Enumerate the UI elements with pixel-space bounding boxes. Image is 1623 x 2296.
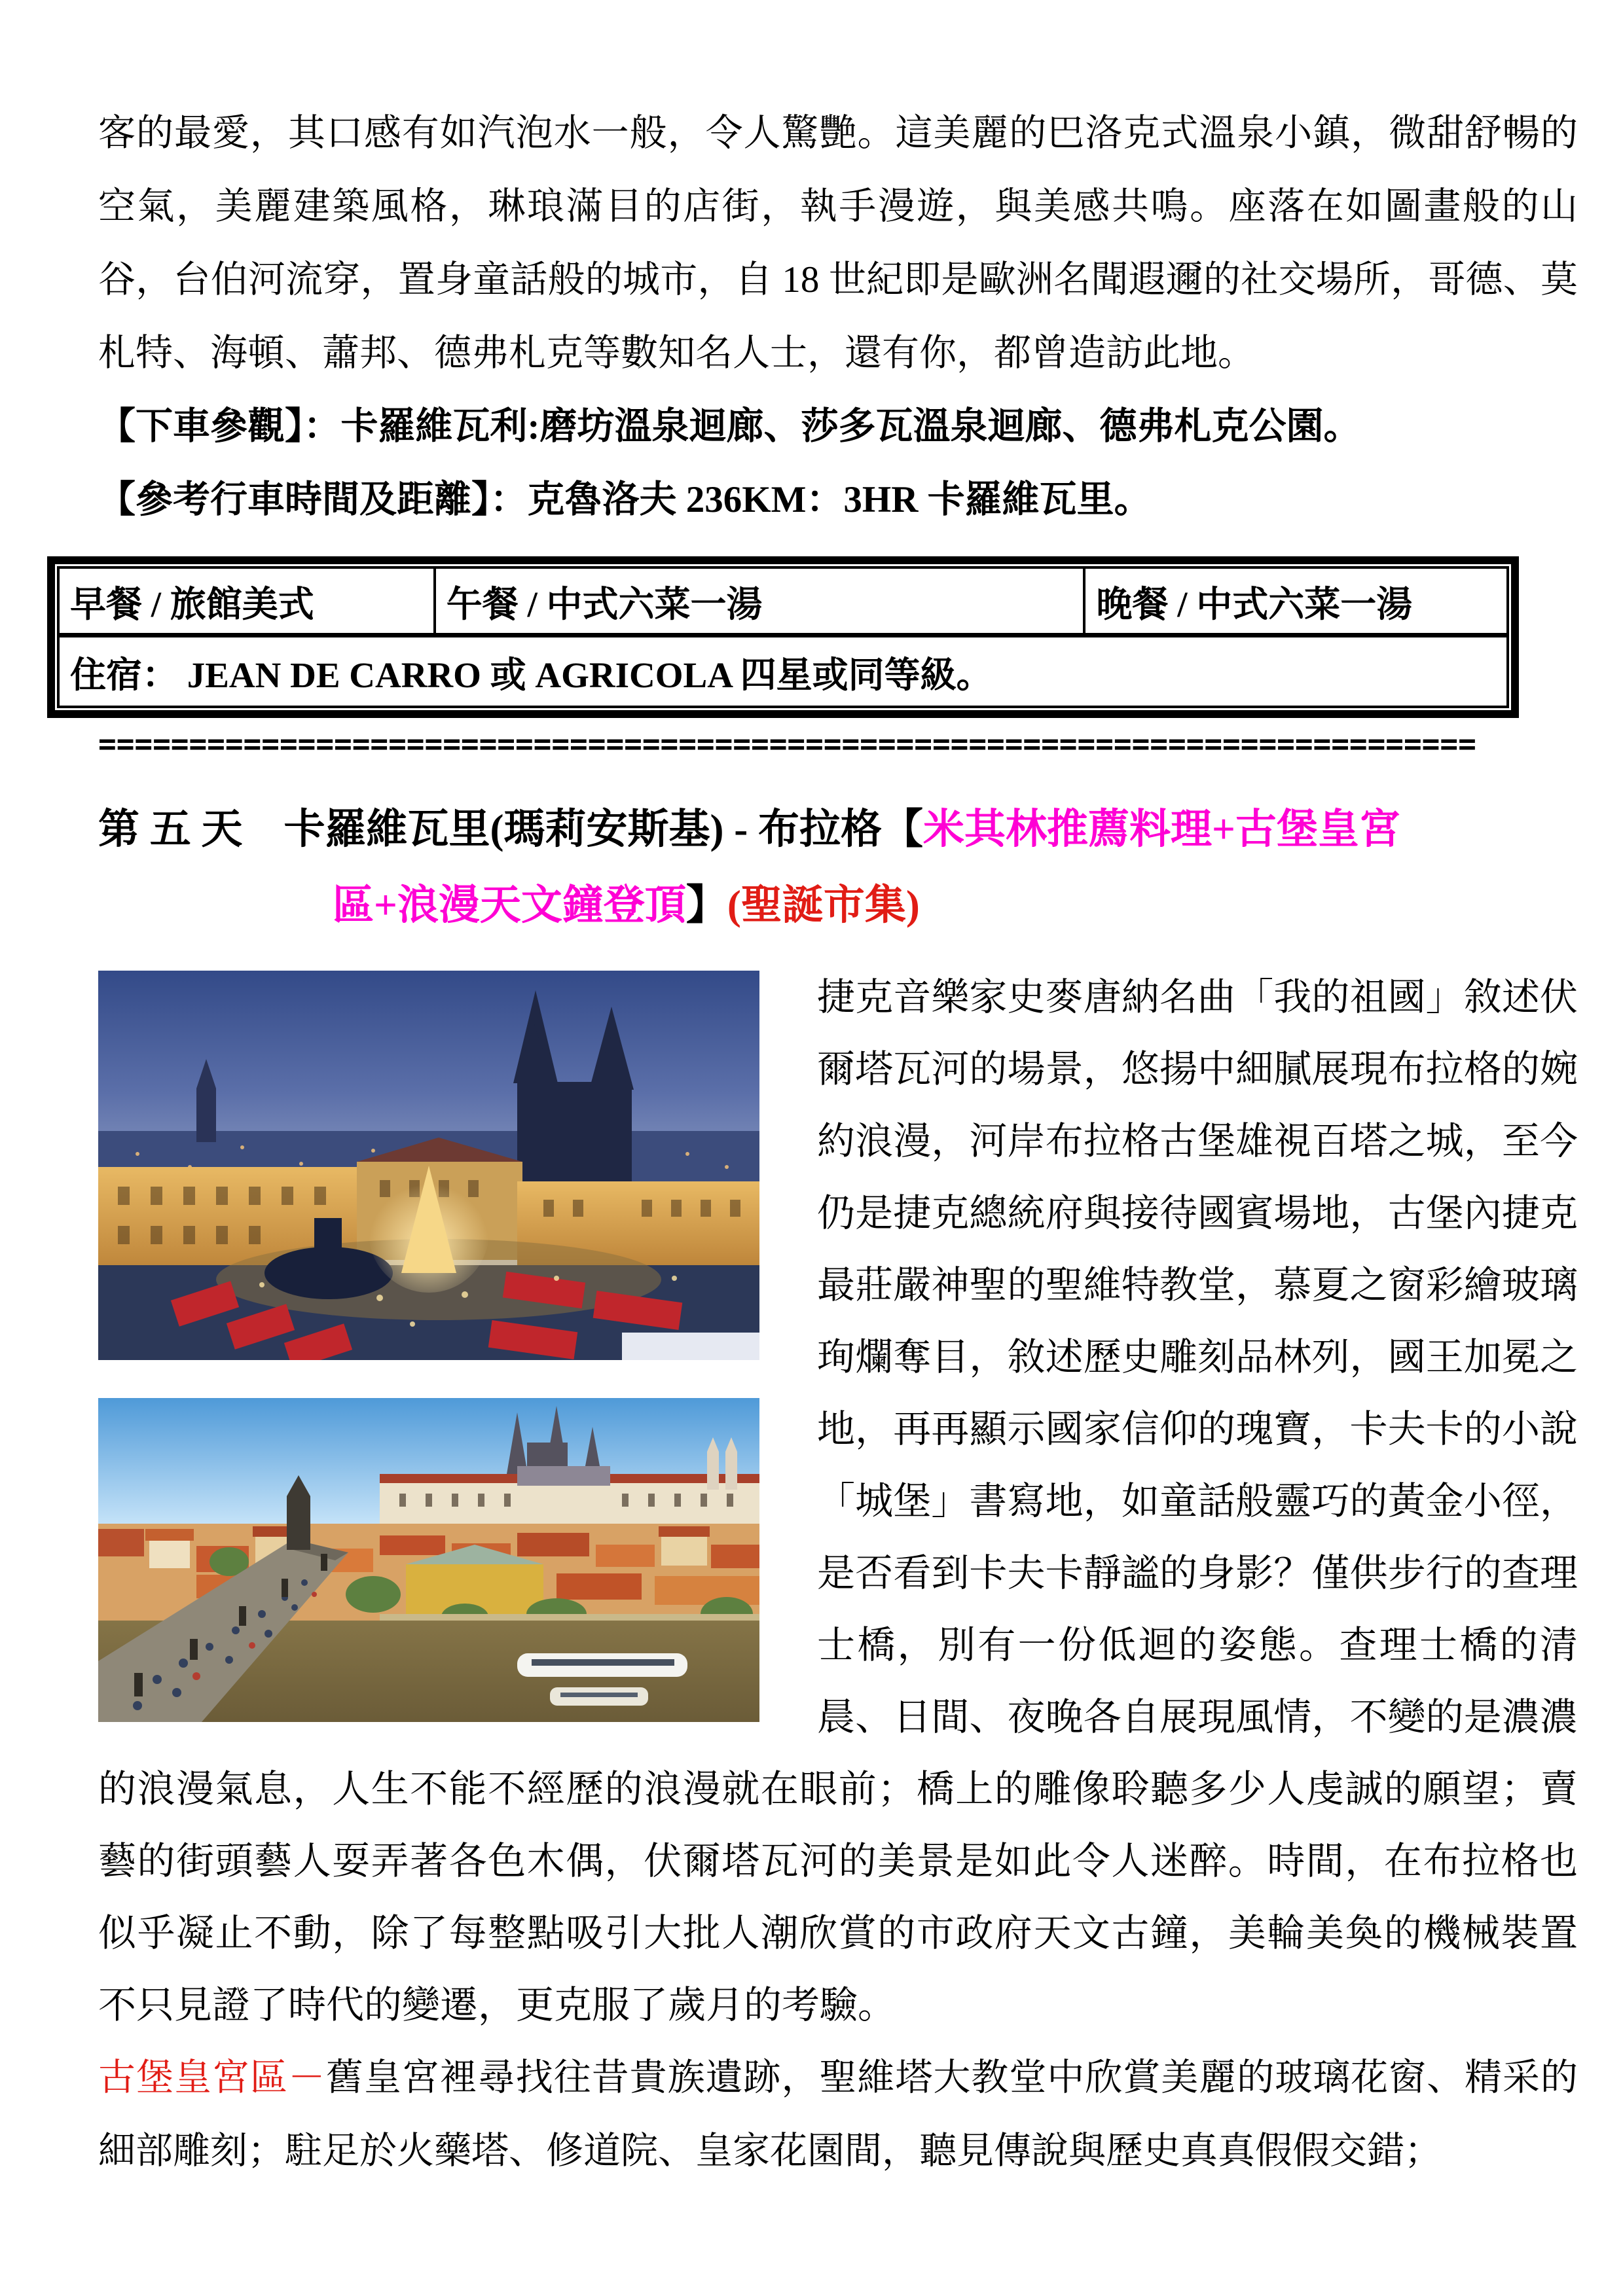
meal-table [47, 556, 1519, 718]
section-separator: ============================================================================ [98, 726, 1476, 761]
day5-route-text: 第 五 天 卡羅維瓦里(瑪莉安斯基) - 布拉格【 [98, 806, 923, 852]
prague-christmas-market-photo [98, 971, 759, 1360]
day5-heading [98, 791, 1578, 943]
day5-content [98, 961, 1578, 2188]
drive-note: 【參考行車時間及距離】：克魯洛夫 236KM：3HR 卡羅維瓦里。 [98, 479, 1152, 520]
day5-bracket-close: 】 [685, 882, 727, 928]
prague-paragraph: 捷克音樂家史麥唐納名曲「我的祖國」敘述伏爾塔瓦河的場景，悠揚中細膩展現布拉格的婉約浪漫，河岸布拉格古堡雄視百塔之城，至今仍是捷克總統府與接待國賓場地，古堡內捷克最莊嚴神聖的聖維特教堂，慕夏之窗彩繪玻璃珣爛奪目，敘述歷史雕刻品林列，國王加冕之地，再再顯示國家信仰的瑰寶，卡夫卡的小說「城堡」書寫地，如童話般靈巧的黃金小徑，是否看到卡夫卡靜謐的身影？僅供步行的查理士橋，別有一份低迴的姿態。查理士橋的清晨、日間、夜晚各自展現風情，不變的是濃濃的浪漫氣息，人生不能不經歷的浪漫就在眼前；橋上的雕像聆聽多少人虔誠的願望；賣藝的街頭藝人耍弄著各色木偶，伏爾塔瓦河的美景是如此令人迷醉。時間，在布拉格也似乎凝止不動，除了每整點吸引大批人潮欣賞的市政府天文古鐘，美輪美奐的機械裝置不只見證了時代的變遷，更克服了歲月的考驗。 [98, 976, 1578, 2026]
lunch-cell: 午餐 / 中式六菜一湯 [435, 567, 1085, 636]
castle-district-paragraph [98, 2041, 1578, 2188]
day5-heading-line1 [98, 791, 1578, 867]
day5-highlight-part2: 區+浪漫天文鐘登頂 [333, 882, 686, 928]
breakfast-cell: 早餐 / 旅館美式 [58, 567, 435, 636]
lodging-row [58, 636, 1508, 708]
bridge-tower [287, 1496, 310, 1550]
meal-table-grid [57, 566, 1509, 708]
white-canopy [622, 1333, 759, 1360]
dinner-cell: 晚餐 / 中式六菜一湯 [1084, 567, 1508, 636]
photo-column [98, 971, 759, 1722]
day5-heading-line2 [333, 867, 1578, 943]
day5-christmas-market-note: (聖誕市集) [727, 882, 920, 928]
castle-district-label: 古堡皇宮區－ [98, 2057, 325, 2098]
lodging-cell: 住宿： JEAN DE CARRO 或 AGRICOLA 四星或同等級。 [58, 636, 1508, 708]
intro-paragraph: 客的最愛，其口感有如汽泡水一般，令人驚艷。這美麗的巴洛克式溫泉小鎮，微甜舒暢的空氣，美麗建築風格，琳琅滿目的店街，執手漫遊，與美感共鳴。座落在如圖畫般的山谷，台伯河流穿，置身童話般的城市，自 18 世紀即是歐洲名聞遐邇的社交場所，哥德、莫札特、海頓、蕭邦、德弗札克等數知名人士，還有你，都曾造訪此地。 [98, 113, 1578, 374]
visit-note: 【下車參觀】：卡羅維瓦利:磨坊溫泉迴廊、莎多瓦溫泉迴廊、德弗札克公園。 [98, 406, 1361, 447]
day5-highlight-part1: 米其林推薦料理+古堡皇宮 [922, 806, 1400, 852]
castle-district-text: 舊皇宮裡尋找往昔貴族遺跡，聖維塔大教堂中欣賞美麗的玻璃花窗、精采的細部雕刻；駐足於火藥塔、修道院、皇家花園間，聽見傳說與歷史真真假假交錯； [98, 2057, 1578, 2172]
meal-row [58, 567, 1508, 636]
charles-bridge-photo [98, 1398, 759, 1722]
